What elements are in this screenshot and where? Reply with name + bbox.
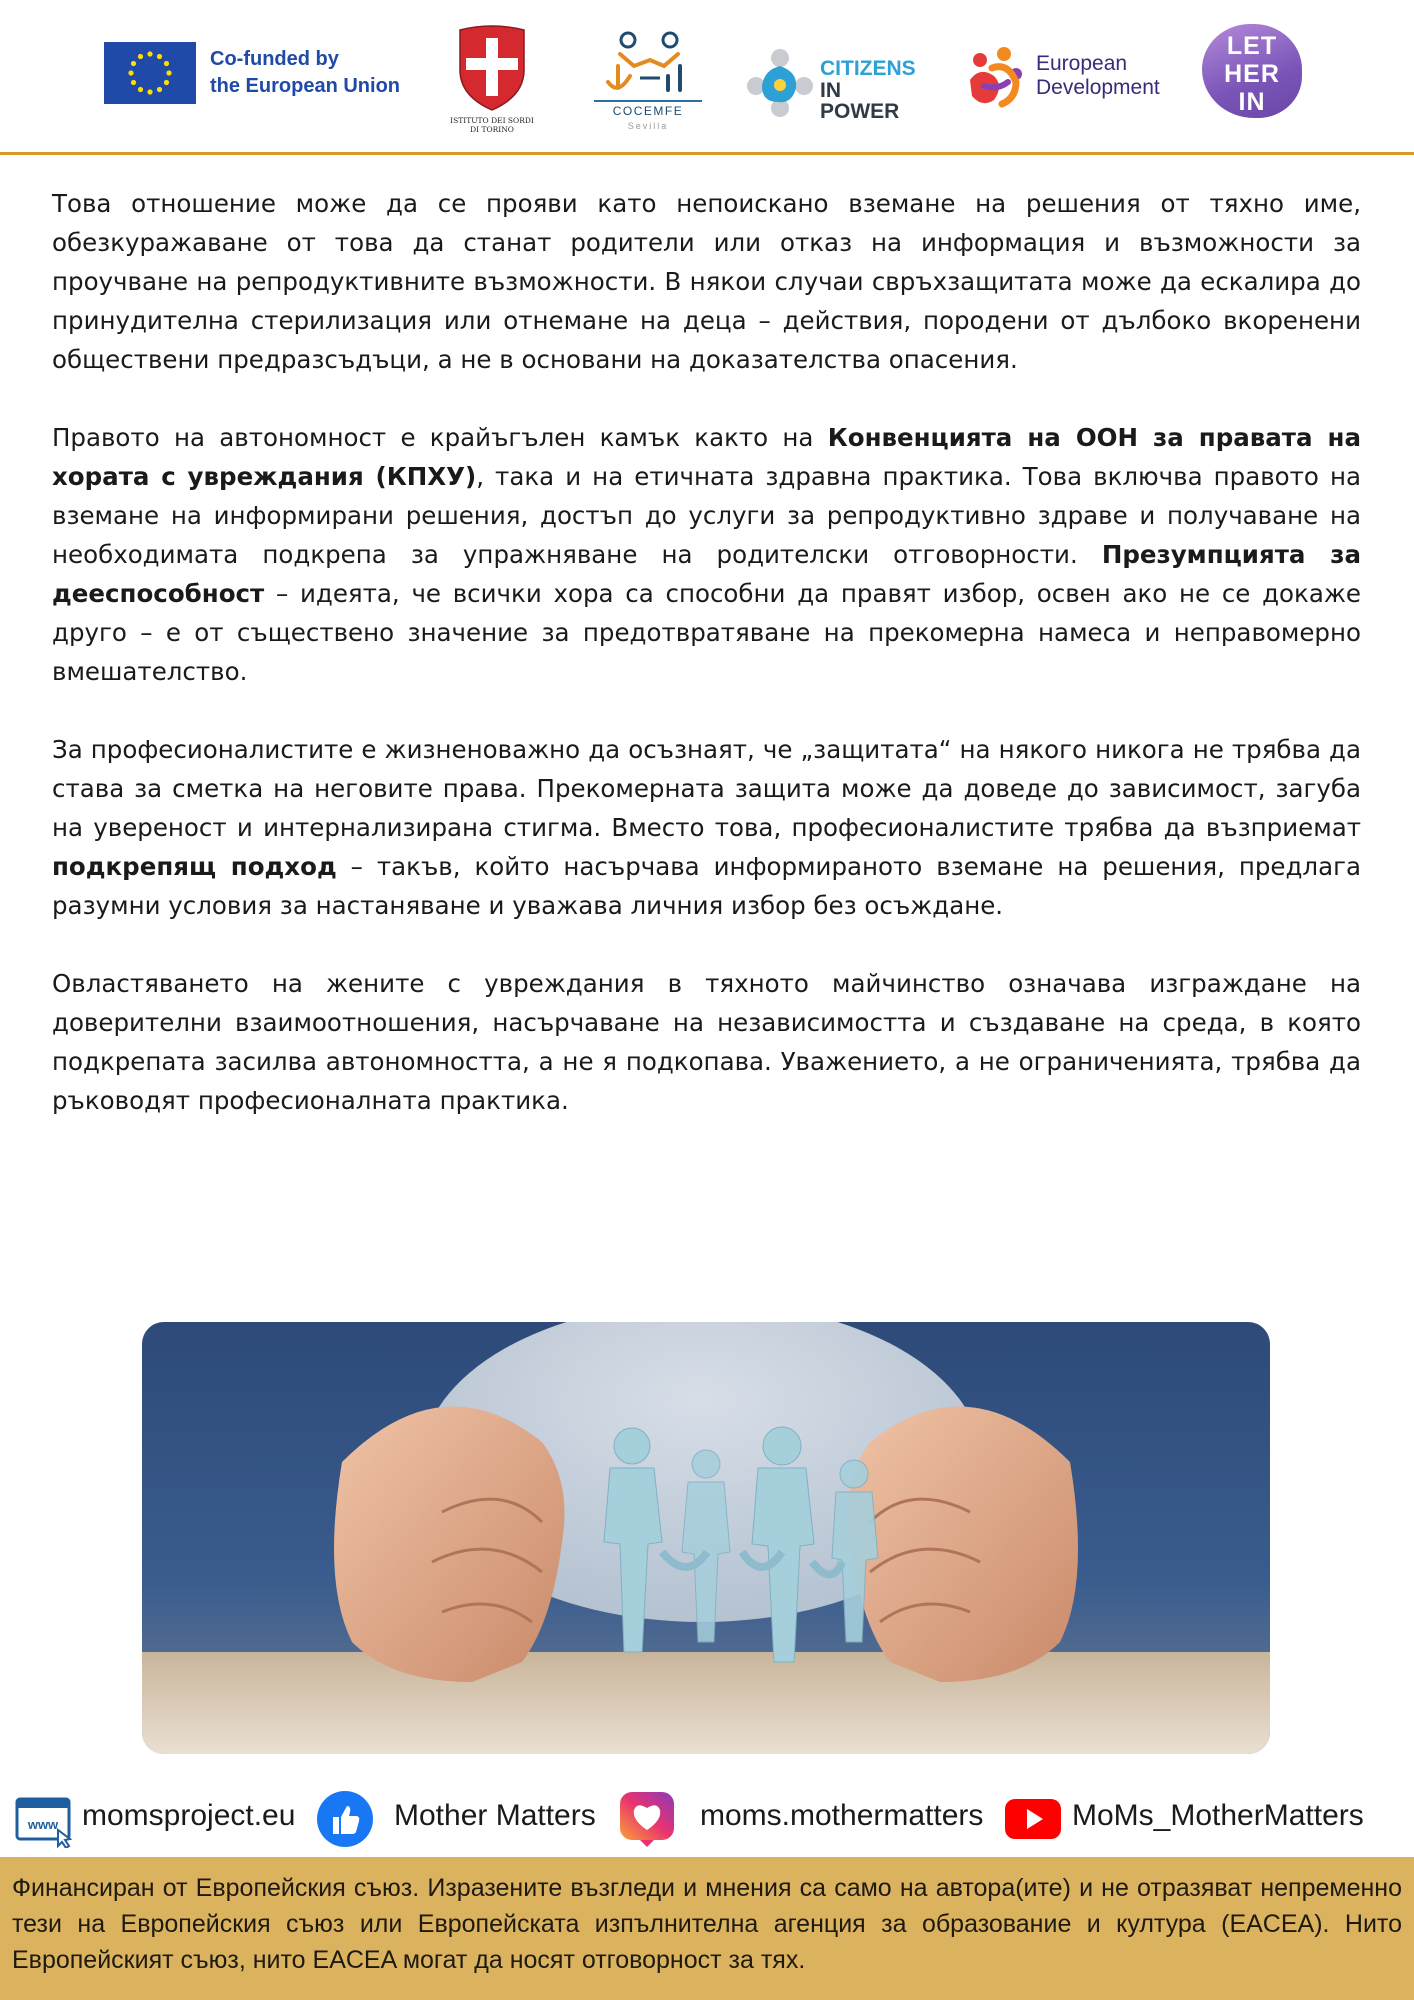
torino-shield-icon (444, 24, 540, 116)
cocemfe-people-icon (590, 26, 706, 98)
youtube-link[interactable]: MoMs_MotherMatters (1072, 1799, 1364, 1832)
disclaimer-text: Финансиран от Европейския съюз. Изразените възгледи и мнения са само на автора(ите) и не отразяват непременно тези на Европейския съюз или Европейската изпълнителна агенция за образование и култура (EACEA). Нито Европейският съюз, нито EACEA могат да носят отговорност за тях. (12, 1874, 1402, 1974)
paragraph-3: За професионалистите е жизненоважно да осъзнаят, че „защитата“ на някого никога не трябва да става за сметка на неговите права. Прекомерната защита може да доведе до зависимост, загуба на увереност и интернализирана стигма. Вместо това, професионалистите трябва да възприемат подкрепящ подход – такъв, който насърчава информираното вземане на решения, предлага разумни условия за настаняване и уважава личния избор без осъждане. (52, 735, 1361, 920)
youtube-icon (1004, 1798, 1062, 1840)
instagram-heart-icon (618, 1790, 676, 1848)
citizens-line1: CITIZENS (820, 57, 916, 80)
facebook-link[interactable]: Mother Matters (394, 1799, 596, 1832)
paragraph-1: Това отношение може да се прояви като непоискано вземане на решения от тяхно име, обезкуражаване от това да станат родители или отказ на информация и възможности за проучване на репродуктивните възможности. В някои случаи свръхзащитата може да ескалира до принудителна стерилизация или отнемане на деца – действия, породени от дълбоко вкоренени обществени предразсъдъци, а не в основани на доказателства опасения. (52, 189, 1361, 374)
eudev-text: European Development (1036, 52, 1160, 99)
facebook-like-icon (316, 1790, 374, 1848)
page-header (0, 0, 1414, 155)
cocemfe-logo (590, 26, 706, 138)
let-her-in-logo (1202, 24, 1302, 124)
hands-protecting-paper-people-photo (142, 1322, 1270, 1754)
crpd-bold: Конвенцията на ООН за правата на хората с увреждания (КПХУ) (52, 423, 1362, 491)
istituto-sordi-torino-logo (444, 24, 540, 134)
eudev-people-icon (964, 46, 1030, 110)
citizens-line2: IN POWER (820, 79, 900, 123)
torino-logo-caption: ISTITUTO DEI SORDI DI TORINO (450, 116, 534, 134)
presumption-bold: Презумпцията за дееспособност (52, 540, 1361, 608)
cocemfe-city: Sevilla (627, 121, 669, 131)
eu-logo-text: Co-funded by the European Union (210, 48, 400, 97)
svg-text:www: www (27, 1817, 59, 1832)
article-body (52, 184, 1361, 1159)
let-her-in-badge: LET HER IN (1202, 24, 1302, 118)
supportive-approach-bold: подкрепящ подход (52, 852, 337, 881)
paragraph-2: Правото на автономност е крайъгълен камък както на Конвенцията на ООН за правата на хората с увреждания (КПХУ), така и на етичната здравна практика. Това включва правото на вземане на информирани решения, достъп до услуги за репродуктивно здраве и получаване на необходимата подкрепа за упражняване на родителски отговорности. Презумпцията за дееспособност – идеята, че всички хора са способни да правят избор, освен ако не се докаже друго – е от съществено значение за предотвратяване на прекомерна намеса и неправомерно вмешателство. (52, 423, 1362, 686)
citizens-flower-icon (742, 46, 818, 118)
eu-funding-disclaimer (0, 1857, 1414, 2000)
paragraph-4: Овластяването на жените с увреждания в тяхното майчинство означава изграждане на доверителни взаимоотношения, насърчаване на независимостта и създаване на среда, в която подкрепата засилва автономността, а не я подкопава. Уважението, а не ограниченията, трябва да ръководят професионалната практика. (52, 969, 1361, 1115)
website-icon (14, 1796, 74, 1848)
cocemfe-divider (594, 100, 702, 102)
citizens-in-power-logo (742, 46, 922, 123)
social-links-bar (0, 1786, 1414, 1848)
european-development-logo (964, 46, 1184, 110)
cocemfe-name: COCEMFE (612, 104, 684, 118)
instagram-link[interactable]: moms.mothermatters (700, 1799, 984, 1832)
website-link[interactable]: momsproject.eu (82, 1799, 296, 1832)
eu-flag-icon (104, 42, 196, 104)
eu-cofunded-logo (104, 42, 414, 106)
